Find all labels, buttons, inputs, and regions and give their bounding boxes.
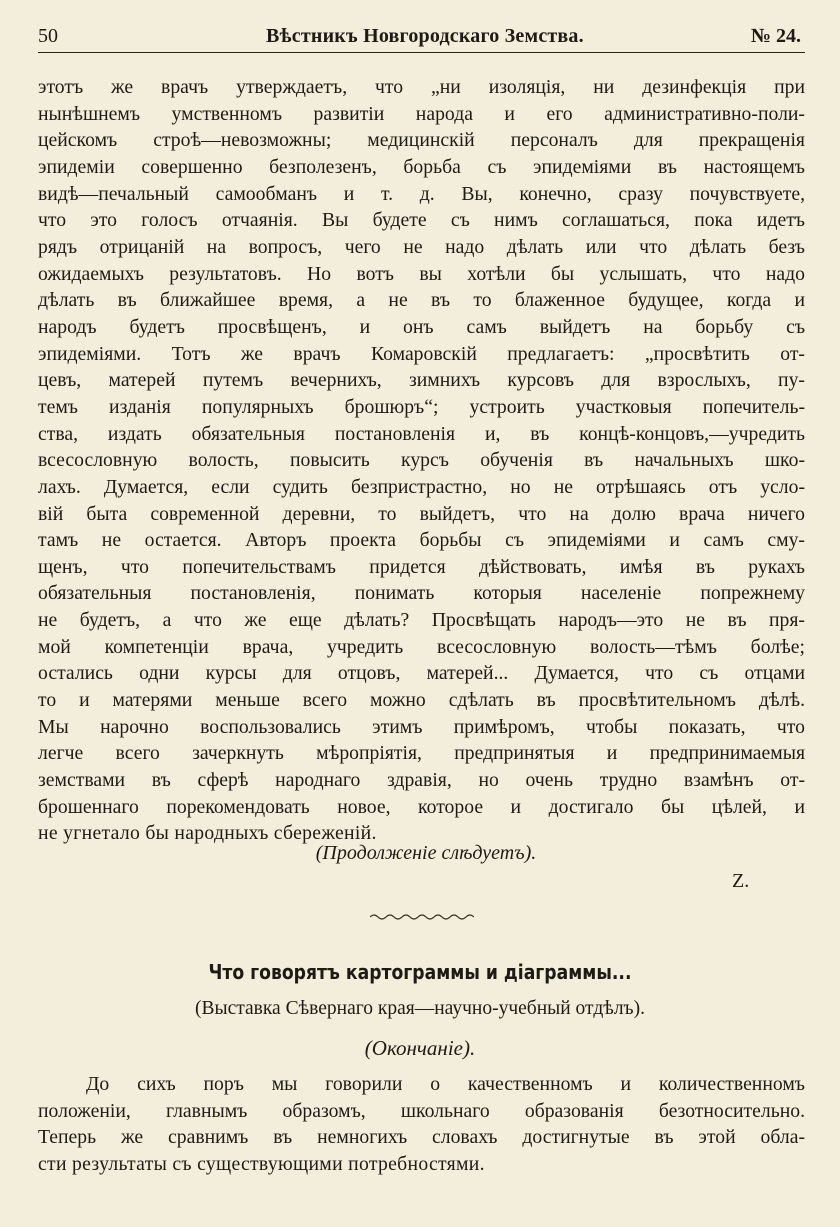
journal-title: Вѣстникъ Новгородскаго Земства. [266,25,584,47]
text-line: щенъ, что попечительствамъ придется дѣйствовать, имѣя въ рукахъ [38,555,805,578]
article2-body-text [38,1071,805,1178]
text-line: этотъ же врачъ утверждаетъ, что „ни изоляція, ни дезинфекція при [38,76,805,98]
text-line: что это голосъ отчаянія. Вы будете съ нимъ соглашаться, пока идетъ [38,209,805,232]
text-line: До сихъ поръ мы говорили о качественномъ и количественномъ [86,1073,805,1095]
text-line: рядъ отрицаній на вопросъ, чего не надо дѣлать или что дѣлать безъ [38,235,805,258]
continuation-note [0,842,840,865]
text-line: то и матерями меньше всего можно сдѣлать въ просвѣтительномъ дѣлѣ. [38,689,805,712]
text-line: не будетъ, а что же еще дѣлать? Просвѣщать народъ—это не въ пря- [38,609,805,632]
text-line: вій быта современной деревни, то выйдетъ, что на долю врача ничего [38,502,805,525]
page-header [38,18,805,53]
text-line: эпидеміи совершенно безполезенъ, борьба съ эпидеміями въ настоящемъ [38,155,805,178]
article-body-text [38,74,805,847]
issue-number: № 24. [750,25,801,47]
page-number: 50 [38,25,58,47]
text-line: ства, издать обязательныя постановленія и, въ концѣ-концовъ,—учредить [38,422,805,445]
text-line: цейскомъ строѣ—невозможны; медицинскій персоналъ для прекращенія [38,129,805,152]
ending-note-text: (Окончаніе). [364,1036,476,1060]
article-subtitle: (Выставка Сѣвернаго края—научно-учебный отдѣлъ). [194,998,646,1019]
text-line: видѣ—печальный самообманъ и т. д. Вы, конечно, сразу почувствуете, [38,182,805,205]
continuation-text: (Продолженіе слѣдуетъ). [315,842,537,864]
text-line: мой компетенціи врача, учредить всесословную волость—тѣмъ болѣе; [38,635,805,658]
text-line: обязательныя постановленія, понимать которыя населеніе попрежнему [38,582,805,605]
text-line: тамъ не остается. Авторъ проекта борьбы съ эпидеміями и самъ сму- [38,529,805,552]
author-signature: Z. [732,870,750,892]
text-line: брошеннаго порекомендовать новое, которое и достигало бы цѣлей, и [38,795,805,818]
ending-note [0,1036,840,1061]
article-title: Что говорятъ картограммы и діаграммы... [208,960,632,984]
text-line: цевъ, матерей путемъ вечернихъ, зимнихъ курсовъ для взрослыхъ, пу- [38,369,805,392]
text-line: сти результаты съ существующими потребностями. [38,1152,485,1175]
text-line: всесословную волость, повысить курсъ обученія въ начальныхъ шко- [38,449,805,472]
text-line: легче всего зачеркнуть мѣропріятія, предпринятыя и предпринимаемыя [38,742,805,765]
text-line: нынѣшнемъ умственномъ развитіи народа и его административно-поли- [38,102,805,125]
text-line: земствами въ сферѣ народнаго здравія, но очень трудно взамѣнъ от- [38,769,805,792]
text-line: ожидаемыхъ результатовъ. Но вотъ вы хотѣли бы услышать, что надо [38,262,805,285]
text-line: Мы нарочно воспользовались этимъ примѣромъ, чтобы показать, что [38,715,805,738]
text-line: остались одни курсы для отцовъ, матерей... Думается, что съ отцами [38,662,805,685]
text-line: народъ будетъ просвѣщенъ, и онъ самъ выйдетъ на борьбу съ [38,315,805,338]
text-line: положеніи, главнымъ образомъ, школьнаго образованія безотносительно. [38,1099,805,1122]
text-line: эпидеміями. Тотъ же врачъ Комаровскій предлагаетъ: „просвѣтить от- [38,342,805,365]
text-line: не угнетало бы народныхъ сбереженій. [38,822,377,845]
text-line: Теперь же сравнимъ въ немногихъ словахъ достигнутые въ этой обла- [38,1126,805,1149]
text-line: дѣлать въ ближайшее время, а не въ то блаженное будущее, когда и [38,289,805,312]
text-line: лахъ. Думается, если судить безпристрастно, но не отрѣшаясь отъ усло- [38,475,805,498]
ornament-divider-icon [370,912,474,922]
text-line: темъ изданія популярныхъ брошюръ“; устроить участковыя попечитель- [38,395,805,418]
